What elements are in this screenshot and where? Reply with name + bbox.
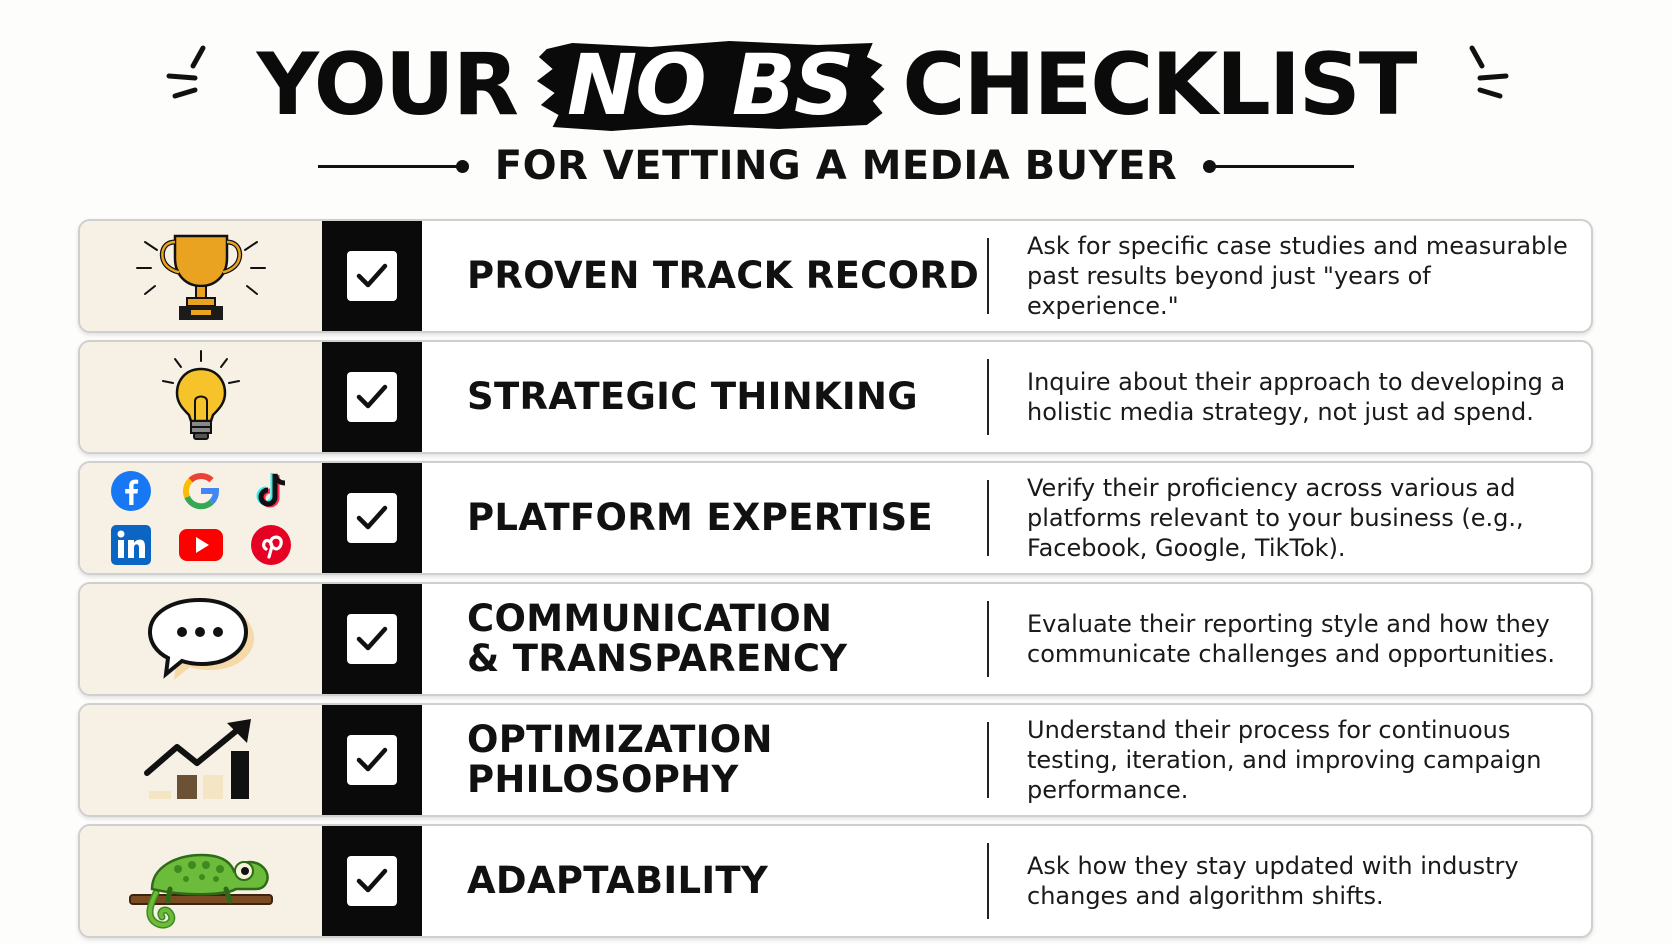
lightbulb-icon [151, 349, 251, 445]
title-highlight-box [533, 35, 886, 135]
checkbox[interactable] [347, 856, 397, 906]
checklist-row [78, 340, 1593, 454]
pinterest-icon [248, 522, 294, 568]
row-label: OPTIMIZATION PHILOSOPHY [467, 718, 773, 801]
check-cell [322, 584, 422, 694]
icon-cell [80, 463, 322, 573]
icon-cell [80, 705, 322, 815]
icon-cell [80, 342, 322, 452]
divider [987, 843, 989, 919]
desc-cell [1017, 826, 1591, 936]
label-cell [422, 826, 987, 936]
checkmark-icon [354, 621, 390, 657]
desc-cell [1017, 705, 1591, 815]
check-cell [322, 342, 422, 452]
check-cell [322, 705, 422, 815]
checklist [78, 219, 1593, 945]
label-cell [422, 342, 987, 452]
burst-right-icon [1450, 38, 1510, 108]
checklist-row [78, 582, 1593, 696]
row-description: Verify their proficiency across various ad platforms relevant to your business (e.g., Facebook, Google, TikTok). [1027, 474, 1524, 562]
checkmark-icon [354, 500, 390, 536]
subtitle-row [0, 138, 1672, 194]
growth-chart-icon [141, 715, 261, 805]
desc-cell [1017, 221, 1591, 331]
row-description: Evaluate their reporting style and how they communicate challenges and opportunities. [1027, 610, 1555, 668]
desc-cell [1017, 463, 1591, 573]
checklist-row [78, 703, 1593, 817]
label-cell [422, 221, 987, 331]
facebook-icon [108, 468, 154, 514]
tiktok-icon [248, 468, 294, 514]
label-cell [422, 705, 987, 815]
subtitle: FOR VETTING A MEDIA BUYER [494, 143, 1178, 189]
checkbox[interactable] [347, 735, 397, 785]
desc-cell [1017, 584, 1591, 694]
google-icon [178, 468, 224, 514]
title-highlight: NO BS [566, 36, 853, 134]
header [0, 0, 1672, 215]
row-label: PLATFORM EXPERTISE [467, 496, 933, 539]
divider [987, 359, 989, 435]
checkmark-icon [354, 379, 390, 415]
speech-bubble-icon [146, 594, 256, 684]
row-label: COMMUNICATION & TRANSPARENCY [467, 597, 848, 680]
chameleon-icon [126, 831, 276, 931]
desc-cell [1017, 342, 1591, 452]
title-right: CHECKLIST [902, 35, 1416, 135]
row-label: PROVEN TRACK RECORD [467, 254, 980, 297]
checkmark-icon [354, 742, 390, 778]
row-description: Inquire about their approach to developing a holistic media strategy, not just ad spend. [1027, 368, 1566, 426]
icon-cell [80, 221, 322, 331]
row-label: ADAPTABILITY [467, 859, 769, 902]
linkedin-icon [108, 522, 154, 568]
checkbox[interactable] [347, 372, 397, 422]
checklist-row [78, 824, 1593, 938]
check-cell [322, 826, 422, 936]
row-label: STRATEGIC THINKING [467, 375, 918, 418]
checkbox[interactable] [347, 614, 397, 664]
divider [987, 722, 989, 798]
icon-cell [80, 584, 322, 694]
row-description: Ask how they stay updated with industry changes and algorithm shifts. [1027, 852, 1519, 910]
row-description: Ask for specific case studies and measurable past results beyond just "years of experience." [1027, 232, 1568, 320]
checkbox[interactable] [347, 251, 397, 301]
subtitle-rule-right [1209, 165, 1354, 168]
divider [987, 601, 989, 677]
divider [987, 480, 989, 556]
subtitle-rule-left [318, 165, 463, 168]
row-description: Understand their process for continuous testing, iteration, and improving campaign performance. [1027, 716, 1542, 804]
checklist-row [78, 461, 1593, 575]
title [0, 30, 1672, 140]
trophy-icon [131, 228, 271, 324]
icon-cell [80, 826, 322, 936]
youtube-icon [178, 522, 224, 568]
checkmark-icon [354, 258, 390, 294]
checkmark-icon [354, 863, 390, 899]
social-platforms-icon [108, 468, 294, 568]
divider [987, 238, 989, 314]
label-cell [422, 463, 987, 573]
check-cell [322, 221, 422, 331]
checklist-row [78, 219, 1593, 333]
check-cell [322, 463, 422, 573]
checkbox[interactable] [347, 493, 397, 543]
label-cell [422, 584, 987, 694]
title-left: YOUR [256, 35, 517, 135]
